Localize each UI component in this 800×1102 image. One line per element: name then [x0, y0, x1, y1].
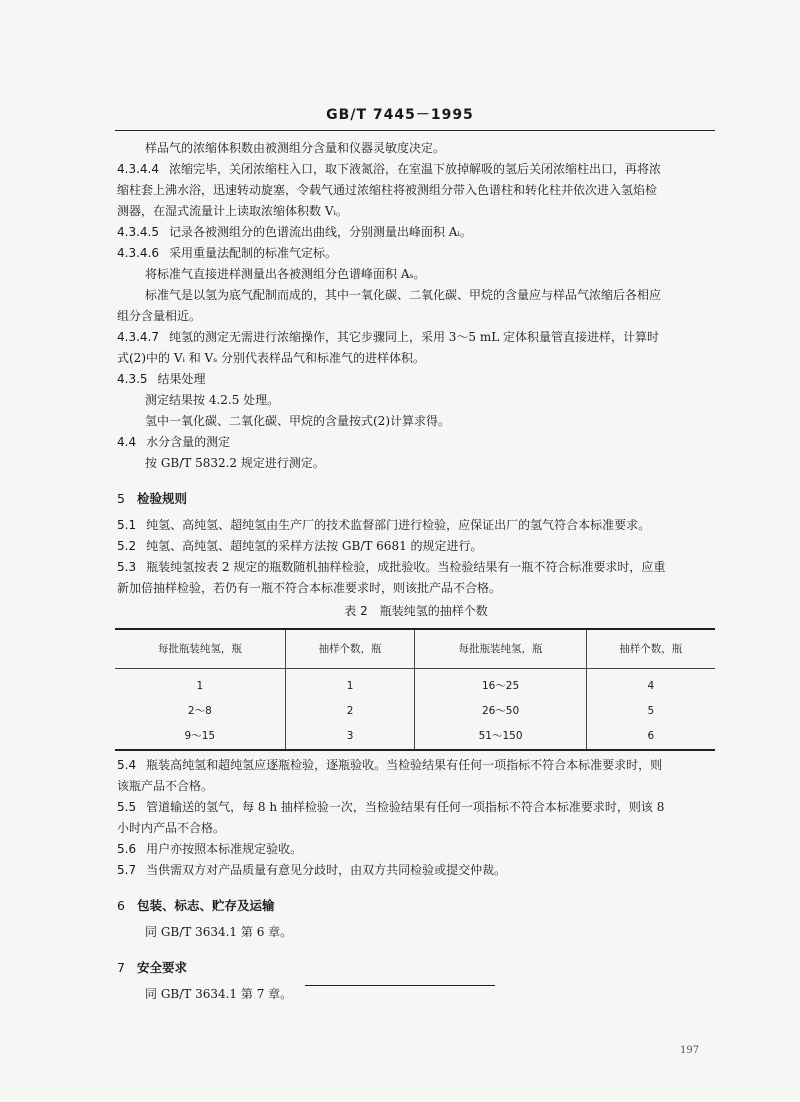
section-6-text: 同 GB/T 3634.1 第 6 章。 [145, 925, 293, 939]
table-cell: 5 [647, 705, 655, 717]
clause-5-3 [117, 557, 715, 599]
clause-5-6 [117, 839, 715, 860]
clause-text: 记录各被测组分的色谱流出曲线，分别测量出峰面积 Aᵢ。 [168, 225, 472, 239]
clause-text: 氢中一氧化碳、二氧化碳、甲烷的含量按式(2)计算求得。 [145, 414, 451, 428]
clause-5-2 [117, 536, 715, 557]
paragraph-continuation: 样品气的浓缩体积数由被测组分含量和仪器灵敏度决定。 [145, 141, 446, 155]
section-7-text: 同 GB/T 3634.1 第 7 章。 [145, 987, 293, 1001]
clause-text: 瓶装纯氢按表 2 规定的瓶数随机抽样检验，成批验收。当检验结果有一瓶不符合标准要求时，应重 [146, 560, 666, 574]
clause-text: 纯氢的测定无需进行浓缩操作，其它步骤同上，采用 3～5 mL 定体积量管直接进样，计算时 [168, 330, 660, 344]
table-cell: 16～25 [415, 669, 586, 700]
clause-text: 组分含量相近。 [117, 309, 202, 323]
clause-text: 将标准气直接进样测量出各被测组分色谱峰面积 Aₛ。 [145, 267, 426, 281]
clause-5-4 [117, 755, 715, 797]
clause-number: 5.1 [117, 518, 137, 532]
clause-text: 缩柱套上沸水浴，迅速转动旋塞，令载气通过浓缩柱将被测组分带入色谱柱和转化柱并依次进入氢焰检 [117, 183, 658, 197]
clause-5-1 [117, 515, 715, 536]
section-title: 安全要求 [136, 960, 187, 975]
clause-text: 测定结果按 4.2.5 处理。 [145, 393, 280, 407]
table-header-cell: 每批瓶装纯氢，瓶 [415, 629, 586, 669]
table-cell: 1 [115, 669, 285, 700]
clause-5-7 [117, 860, 715, 881]
clause-text: 测器，在湿式流量计上读取浓缩体积数 Vᵢ。 [117, 204, 348, 218]
clause-4-3-4-6 [117, 243, 715, 327]
table-row [115, 724, 715, 750]
clause-number: 4.3.4.4 [117, 162, 159, 176]
clause-text: 采用重量法配制的标准气定标。 [168, 246, 337, 260]
clause-text: 按 GB/T 5832.2 规定进行测定。 [145, 456, 325, 470]
body-text [117, 138, 715, 1005]
clause-number: 5.6 [117, 842, 137, 856]
clause-text: 当供需双方对产品质量有意见分歧时，由双方共同检验或提交仲裁。 [146, 863, 507, 877]
clause-text: 瓶装高纯氢和超纯氢应逐瓶检验，逐瓶验收。当检验结果有任何一项指标不符合本标准要求时，则 [146, 758, 663, 772]
clause-number: 4.3.5 [117, 372, 148, 386]
section-title: 检验规则 [136, 491, 187, 506]
table-cell: 26～50 [415, 699, 586, 724]
clause-text: 纯氢、高纯氢、超纯氢由生产厂的技术监督部门进行检验，应保证出厂的氢气符合本标准要求。 [146, 518, 651, 532]
clause-text: 小时内产品不合格。 [117, 821, 226, 835]
page-number: 197 [680, 1045, 700, 1056]
clause-number: 4.3.4.5 [117, 225, 159, 239]
table-2-title: 表 2 瓶装纯氢的抽样个数 [344, 604, 488, 618]
clause-text: 浓缩完毕，关闭浓缩柱入口，取下液氮浴，在室温下放掉解吸的氢后关闭浓缩柱出口，再将浓 [168, 162, 661, 176]
table-cell: 3 [285, 724, 415, 750]
standard-code-header: GB/T 7445－1995 [326, 107, 474, 123]
clause-number: 5.7 [117, 863, 137, 877]
clause-text: 该瓶产品不合格。 [117, 779, 214, 793]
table-header-cell: 每批瓶装纯氢，瓶 [115, 629, 285, 669]
section-number: 5 [117, 491, 125, 506]
table-row [115, 699, 715, 724]
table-cell: 1 [285, 669, 415, 700]
clause-text: 新加倍抽样检验，若仍有一瓶不符合本标准要求时，则该批产品不合格。 [117, 581, 502, 595]
end-rule [305, 985, 495, 986]
table-row [115, 669, 715, 700]
clause-4-3-4-4 [117, 159, 715, 222]
table-header-cell: 抽样个数，瓶 [285, 629, 415, 669]
header-rule [115, 130, 715, 131]
clause-text: 式(2)中的 Vᵢ 和 Vₛ 分别代表样品气和标准气的进样体积。 [117, 351, 426, 365]
clause-4-3-4-5 [117, 222, 715, 243]
sampling-table [115, 628, 715, 751]
table-header-row [115, 629, 715, 669]
clause-4-3-4-7 [117, 327, 715, 369]
clause-number: 4.3.4.6 [117, 246, 159, 260]
clause-4-4 [117, 432, 715, 474]
table-cell: 2 [285, 699, 415, 724]
clause-number: 5.2 [117, 539, 137, 553]
clause-number: 5.5 [117, 800, 137, 814]
clause-number: 4.4 [117, 435, 137, 449]
table-cell: 6 [647, 730, 655, 742]
clause-title: 结果处理 [157, 372, 206, 386]
clause-4-3-5 [117, 369, 715, 432]
section-6-heading [117, 895, 715, 916]
clause-number: 4.3.4.7 [117, 330, 159, 344]
table-cell: 9～15 [115, 724, 285, 750]
section-number: 7 [117, 960, 125, 975]
clause-title: 水分含量的测定 [146, 435, 231, 449]
section-5-heading [117, 488, 715, 509]
clause-5-5 [117, 797, 715, 839]
clause-number: 5.3 [117, 560, 137, 574]
table-cell: 2～8 [115, 699, 285, 724]
clause-number: 5.4 [117, 758, 137, 772]
clause-text: 管道输送的氢气，每 8 h 抽样检验一次，当检验结果有任何一项指标不符合本标准要求时，则该 8 [146, 800, 665, 814]
section-number: 6 [117, 898, 125, 913]
table-cell: 51～150 [415, 724, 586, 750]
table-header-cell: 抽样个数，瓶 [586, 629, 715, 669]
section-7-heading [117, 957, 715, 978]
clause-text: 纯氢、高纯氢、超纯氢的采样方法按 GB/T 6681 的规定进行。 [146, 539, 483, 553]
section-title: 包装、标志、贮存及运输 [136, 898, 275, 913]
clause-text: 用户亦按照本标准规定验收。 [146, 842, 303, 856]
clause-text: 标准气是以氢为底气配制而成的，其中一氧化碳、二氧化碳、甲烷的含量应与样品气浓缩后各相应 [145, 288, 662, 302]
table-cell: 4 [647, 680, 655, 692]
